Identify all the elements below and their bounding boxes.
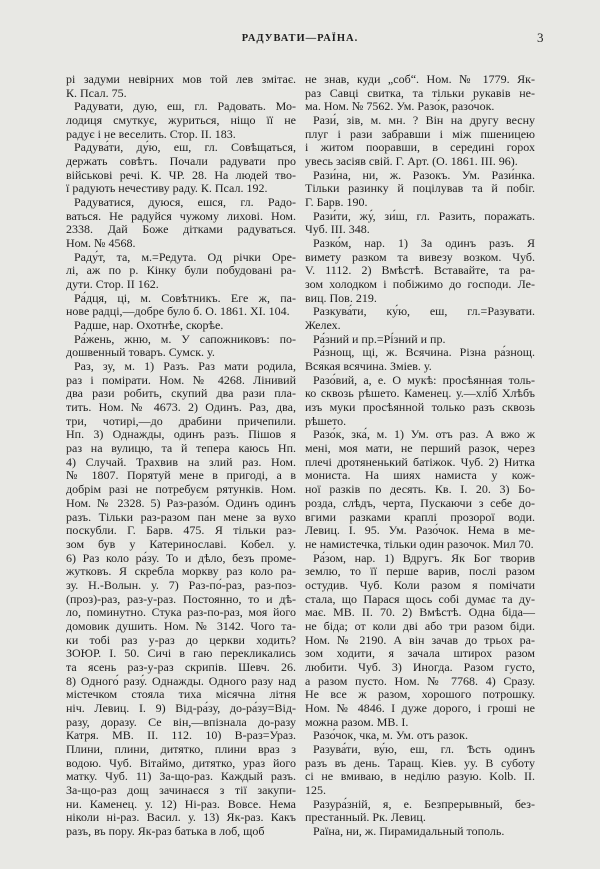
entry-line: Ра́зом, нар. 1) Вдругъ. Як Бог творив bbox=[313, 550, 535, 565]
entry-line: держать совѣтъ. Почали радувати про bbox=[66, 154, 296, 169]
entry-line: та ясень раз-у-раз скрипів. Шевч. 26. bbox=[66, 659, 296, 674]
dictionary-entry bbox=[66, 100, 296, 141]
entry-line: рѣшето. bbox=[305, 413, 347, 428]
dictionary-entry bbox=[66, 251, 296, 292]
entry-line: Ном. № 4568. bbox=[66, 236, 136, 251]
entry-line: Раїна, ни, ж. Пирамидальный тополь. bbox=[313, 823, 505, 838]
entry-line: нове радці,—добре було б. О. 1861. XI. 104. bbox=[66, 304, 290, 319]
entry-line: Ном. № 4846. І дуже дорого, і гроші не bbox=[305, 700, 535, 715]
dictionary-entry bbox=[305, 333, 535, 347]
entry-line: має. МВ. II. 70. 2) Вмѣстѣ. Одна біда— bbox=[305, 605, 535, 620]
entry-line: лодиця смуткує, журиться, ніщо її не bbox=[66, 113, 296, 128]
entry-line: Г. Барв. 190. bbox=[305, 195, 368, 210]
entry-line: За-що-раз дощ зачинаєся з тії закупи- bbox=[66, 782, 296, 797]
entry-line: ко сквозь рѣшето. Каменец. у.—хлі́б Хлѣбъ bbox=[305, 386, 535, 401]
entry-line: Нп. 3) Однажды, одинъ разъ. Пішов я bbox=[66, 427, 296, 442]
entry-line: К. Псал. 75. bbox=[66, 85, 127, 100]
entry-line: зом холодком і побіжимо до господи. Ле- bbox=[305, 277, 535, 292]
entry-line: зом був у Катеринославі. Кобел. у. bbox=[66, 536, 296, 551]
entry-line: Раду́т, та, м.=Редута. Од річки Оре- bbox=[74, 249, 296, 264]
dictionary-entry bbox=[66, 319, 296, 333]
entry-line: Раз, зу, м. 1) Разъ. Раз мати родила, bbox=[74, 359, 296, 374]
entry-line: Левиц. I. 95. Ум. Разо́чок. Нема в ме- bbox=[305, 523, 535, 538]
entry-line: ЗОЮР. I. 50. Сичі в гаю перекликались bbox=[66, 646, 296, 661]
dictionary-entry bbox=[66, 333, 296, 360]
entry-line: стала, що Парася щось собі думає та ду- bbox=[305, 591, 535, 606]
entry-line: увесь засіяв свій. Г. Арт. (О. 1861. III. 96). bbox=[305, 154, 518, 169]
entry-line: раз на вулицю, та й тепера каюсь Нп. bbox=[66, 441, 296, 456]
dictionary-entry bbox=[305, 73, 535, 114]
entry-line: не знав, куди „соб“. Ном. № 1779. Як- bbox=[305, 72, 535, 86]
entry-line: любити. Чуб. 3) Иногда. Разом густо, bbox=[305, 659, 535, 674]
dictionary-entry bbox=[305, 169, 535, 210]
entry-line: разъ въ день. Таращ. Кіев. уу. В суботу bbox=[305, 755, 535, 770]
entry-line: Разо́вий, а, е. О мукѣ: просѣянная толь- bbox=[313, 372, 535, 387]
entry-line: 8) Одного́ разу́. Однажды. Одного разу над bbox=[66, 673, 296, 688]
entry-line: 4) Случай. Трахвив на злий раз. Ном. bbox=[66, 454, 296, 469]
entry-line: ної разків по десять. Кв. I. 20. 3) Бо- bbox=[305, 482, 535, 497]
entry-line: остудив. Чуб. Коли разом я помічати bbox=[305, 577, 535, 592]
entry-line: і житом пооравши, в середині горох bbox=[305, 140, 535, 155]
entry-line: Катря. МВ. II. 112. 10) В-раз=Ураз. bbox=[66, 728, 296, 743]
entry-line: сі не вмиваю, в неділю разую. Kolb. II. bbox=[305, 769, 535, 784]
entry-line: Радувати, дую, еш, гл. Радовать. Мо- bbox=[74, 99, 296, 114]
entry-line: ваться. Не радуйся чужому лихові. Ном. bbox=[66, 208, 296, 223]
dictionary-entry bbox=[305, 346, 535, 373]
entry-line: добрім разі не потребуєм рятунків. Ном. bbox=[66, 482, 296, 497]
entry-line: ма. Ном. № 7562. Ум. Разо́к, разо́чок. bbox=[305, 99, 495, 114]
entry-line: V. 1112. 2) Вмѣстѣ. Вставайте, та ра- bbox=[305, 263, 535, 278]
entry-line: ло, поминутно. Стука раз-по-раз, моя його bbox=[66, 605, 296, 620]
entry-line: разъ, въ пору. Як-раз батька в лоб, щоб bbox=[66, 823, 265, 838]
entry-line: виц. Пов. 219. bbox=[305, 290, 377, 305]
dictionary-entry bbox=[305, 428, 535, 551]
entry-line: Радуватися, дуюся, ешся, гл. Радо- bbox=[74, 195, 296, 210]
entry-line: Рази́, зів, м. мн. ? Він на другу весну bbox=[313, 113, 535, 128]
entry-line: Рази́ти, жу́, зи́ш, гл. Разить, поражать. bbox=[313, 208, 535, 223]
dictionary-entry bbox=[305, 825, 535, 839]
entry-line: а разом пусто. Ном. № 7768. 4) Сразу. bbox=[305, 673, 535, 688]
entry-line: Желех. bbox=[305, 318, 341, 333]
dictionary-entry bbox=[305, 237, 535, 305]
entry-line: Тільки разинку й поцілував та й побіг. bbox=[305, 181, 535, 196]
entry-line: рі задуми невірних мов той лев змітає. bbox=[66, 72, 296, 86]
entry-line: Разо́чок, чка, м. Ум. отъ разок. bbox=[313, 728, 468, 743]
entry-line: не намистечка, тільки один разочок. Мил 70. bbox=[305, 536, 534, 551]
left-column bbox=[66, 73, 296, 839]
entry-line: № 1807. Порятуй мене в пригоді, а в bbox=[66, 468, 296, 483]
entry-line: 6) Раз коло ра́зу. То и дѣло, безъ проме- bbox=[66, 550, 296, 565]
entry-line: Всякая всячина. Зміев. у. bbox=[305, 359, 432, 374]
entry-line: військові речі. К. ЧР. 28. На людей тво- bbox=[66, 167, 296, 182]
entry-line: Не все ж разом, хорошого потрошку. bbox=[305, 687, 535, 702]
entry-line: вимету разком та вивезу возком. Чуб. bbox=[305, 249, 535, 264]
entry-line: (проз)-раз, раз-у-раз. Постоянно, то и дѣ- bbox=[66, 591, 296, 606]
dictionary-entry bbox=[305, 798, 535, 825]
entry-line: Разура́зній, я, е. Безпрерывный, без- bbox=[313, 796, 535, 811]
entry-line: 125. bbox=[305, 782, 326, 797]
entry-line: вгими разками краплі прозорої води. bbox=[305, 509, 535, 524]
dictionary-entry bbox=[305, 552, 535, 730]
entry-line: ни. Каменец. у. 12) Ні-раз. Вовсе. Нема bbox=[66, 796, 296, 811]
dictionary-entry bbox=[66, 360, 296, 839]
entry-line: Ном. № 2328. 5) Раз-разо́м. Одинъ одинъ bbox=[66, 495, 296, 510]
entry-line: можна разом. МВ. I. bbox=[305, 714, 409, 729]
entry-line: Ра́знощ, щі, ж. Всячина. Різна ра́знощ. bbox=[313, 345, 535, 360]
entry-line: водою. Чуб. Вітаймо, дитятко, ураз його bbox=[66, 755, 296, 770]
dictionary-entry bbox=[305, 729, 535, 743]
entry-line: ї радують нечестиву раду. К. Псал. 192. bbox=[66, 181, 268, 196]
dictionary-entry bbox=[66, 141, 296, 196]
entry-line: Разко́м, нар. 1) За одинъ разъ. Я bbox=[313, 236, 535, 251]
entry-line: дошвенный товаръ. Сумск. у. bbox=[66, 345, 215, 360]
entry-line: Рази́на, ни, ж. Разокъ. Ум. Рази́нка. bbox=[313, 167, 535, 182]
entry-line: Ра́жень, жню, м. У сапожниковъ: по- bbox=[74, 331, 296, 346]
running-title: РАДУВАТИ—РАЇНА. bbox=[241, 33, 359, 44]
entry-line: три, чотирі,—до драбини причепили. bbox=[66, 413, 296, 428]
entry-line: розда, слѣдъ, черта, Пускаючи з себе до- bbox=[305, 495, 535, 510]
dictionary-entry bbox=[66, 196, 296, 251]
dictionary-entry bbox=[66, 292, 296, 319]
entry-line: Разо́к, зка́, м. 1) Ум. отъ раз. А вжо ж bbox=[313, 427, 535, 442]
entry-line: разу, доразу. Се він,—впізнала до-разу bbox=[66, 714, 296, 729]
entry-line: Ра́дця, ці, м. Совѣтникъ. Еге ж, па- bbox=[74, 290, 296, 305]
dictionary-entry bbox=[305, 114, 535, 169]
entry-line: раз Савці свитка, та тільки рукавів не- bbox=[305, 85, 535, 100]
dictionary-entry bbox=[305, 305, 535, 332]
entry-line: два рази робить, скупий два рази пла- bbox=[66, 386, 296, 401]
entry-line: Плини, плини, дитятко, плини враз з bbox=[66, 741, 296, 756]
entry-line: домовик душить. Ном. № 3142. Чого та- bbox=[66, 618, 296, 633]
right-column bbox=[305, 73, 535, 839]
entry-line: ніч. Левиц. I. 9) Від-ра́зу, до-ра́зу=Від- bbox=[66, 700, 296, 715]
entry-line: землю, то її перше варив, послі разом bbox=[305, 564, 535, 579]
entry-line: мониста. На шиях намиста у кож- bbox=[305, 468, 535, 483]
entry-line: матку. Чуб. 11) За-що-раз. Каждый разъ. bbox=[66, 769, 296, 784]
entry-line: зу. Н.-Волын. у. 7) Раз-по́-раз, раз-поз- bbox=[66, 577, 296, 592]
entry-line: Чуб. III. 348. bbox=[305, 222, 370, 237]
entry-line: Ра́зний и пр.=Рі́зний и пр. bbox=[313, 331, 446, 346]
dictionary-entry bbox=[66, 73, 296, 100]
entry-line: лі, аж по р. Кінку були побудовані ра- bbox=[66, 263, 296, 278]
entry-line: изъ муки просѣянной только разъ сквозь bbox=[305, 400, 535, 415]
page-number: 3 bbox=[537, 30, 544, 45]
entry-line: ніколи ні-раз. Васил. у. 13) Як-раз. Какъ bbox=[66, 810, 296, 825]
entry-line: плечі дротяненький батіжок. Чуб. 2) Нитка bbox=[305, 454, 535, 469]
entry-line: Радше, нар. Охотнѣе, скорѣе. bbox=[74, 318, 224, 333]
entry-line: дути. Стор. II 162. bbox=[66, 277, 159, 292]
entry-line: ки тобі раз у-раз до церкви ходить? bbox=[66, 632, 296, 647]
entry-line: Разува́ти, ву́ю, еш, гл. Ѣсть одинъ bbox=[313, 741, 535, 756]
entry-line: тить. Ном. № 4673. 2) Одинъ. Раз, два, bbox=[66, 400, 296, 415]
entry-line: мені, моя мати, не перший разок, через bbox=[305, 441, 535, 456]
entry-line: Радува́ти, ду́ю, еш, гл. Совѣщаться, bbox=[74, 140, 296, 155]
entry-line: радує і не веселить. Стор. II. 183. bbox=[66, 126, 236, 141]
dictionary-entry bbox=[305, 210, 535, 237]
entry-line: престанный. Рк. Левиц. bbox=[305, 810, 426, 825]
entry-line: Разкува́ти, ку́ю, еш, гл.=Разувати. bbox=[313, 304, 535, 319]
entry-line: плуг і рази забравши і між пшеницею bbox=[305, 126, 535, 141]
entry-line: поскубли. Г. Барв. 475. Я тільки раз- bbox=[66, 523, 296, 538]
entry-line: не біда; от коли дві або три разом біди. bbox=[305, 618, 535, 633]
entry-line: містечком стояла тиха місячна літня bbox=[66, 687, 296, 702]
dictionary-entry bbox=[305, 743, 535, 798]
entry-line: жутковъ. Я скребла моркву раз коло ра- bbox=[66, 564, 296, 579]
entry-line: раз і помірати. Ном. № 4268. Лінивий bbox=[66, 372, 296, 387]
entry-line: разъ. Тільки раз-разом пан мене за вухо bbox=[66, 509, 296, 524]
entry-line: зом ходити, я зачала штирох разом bbox=[305, 646, 535, 661]
entry-line: 2338. Дай Боже дітками радуваться. bbox=[66, 222, 296, 237]
entry-line: Ном. № 2190. А він зачав до трьох ра- bbox=[305, 632, 535, 647]
dictionary-entry bbox=[305, 374, 535, 429]
